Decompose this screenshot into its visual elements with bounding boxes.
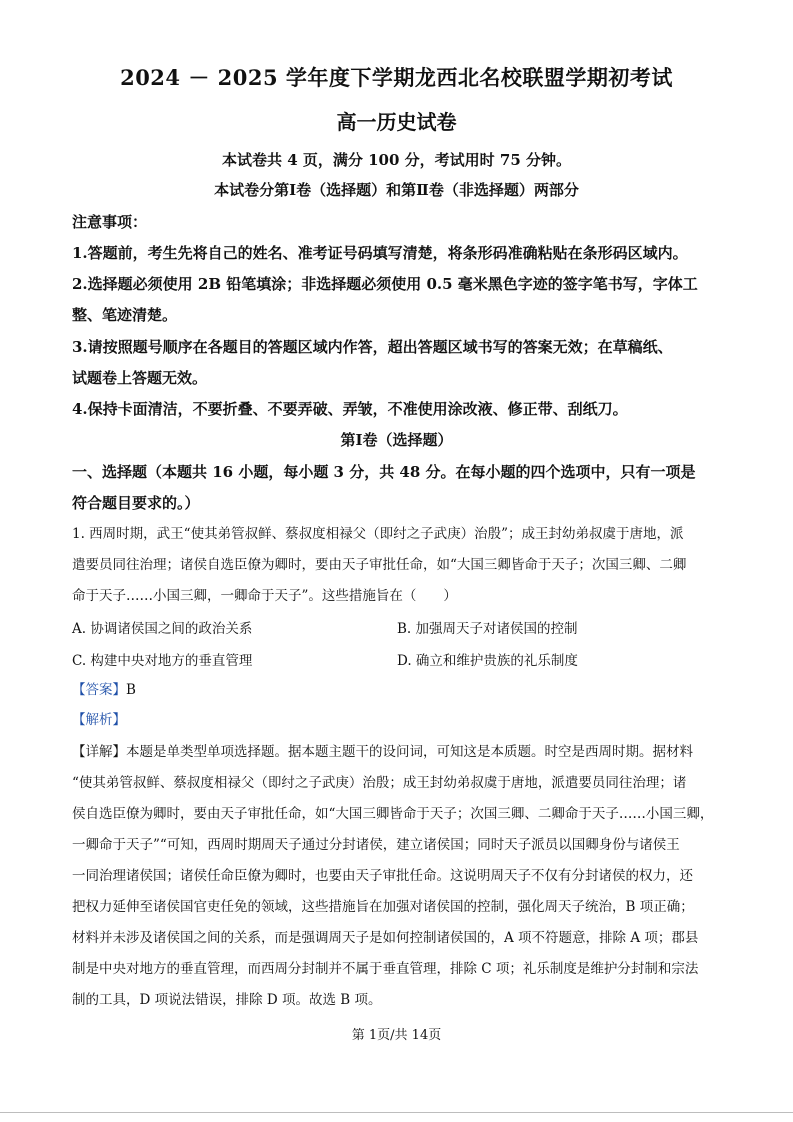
detail-line-6: 把权力延伸至诸侯国官吏任免的领域，这些措施旨在加强对诸侯国的控制，强化周天子统治，B 项正确； (72, 899, 694, 915)
section-heading-a: 一、选择题（本题共 16 小题，每小题 3 分，共 48 分。在每小题的四个选项中，只有一项是 (72, 463, 696, 481)
detail-line-2: “使其弟管叔鲜、蔡叔度相禄父（即纣之子武庚）治殷；成王封幼弟叔虞于唐地，派遣要员同往治理；诸 (72, 775, 687, 791)
info-volumes: 本试卷分第Ⅰ卷（选择题）和第Ⅱ卷（非选择题）两部分 (214, 181, 579, 199)
exam-title: 2024 － 2025 学年度下学期龙西北名校联盟学期初考试 (120, 65, 673, 90)
answer-line (72, 680, 732, 700)
detail-line-5: 一同治理诸侯国；诸侯任命臣僚为卿时，也要由天子审批任命。这说明周天子不仅有分封诸侯的权力，还 (72, 868, 693, 884)
info-pages: 本试卷共 4 页，满分 100 分，考试用时 75 分钟。 (222, 151, 571, 169)
note-3a: 3.请按照题号顺序在各题目的答题区域内作答，超出答题区域书写的答案无效；在草稿纸、 (72, 338, 673, 356)
detail-line-7: 材料并未涉及诸侯国之间的关系，而是强调周天子是如何控制诸侯国的，A 项不符题意，排除 A 项；郡县 (72, 930, 699, 946)
volume-heading: 第Ⅰ卷（选择题） (340, 431, 453, 449)
question-line-2: 遣要员同往治理；诸侯自选臣僚为卿时，要由天子审批任命，如“大国三卿皆命于天子；次国三卿、二卿 (72, 557, 687, 573)
note-2a: 2.选择题必须使用 2B 铅笔填涂；非选择题必须使用 0.5 毫米黑色字迹的签字笔书写，字体工 (72, 275, 698, 293)
section-heading-b: 符合题目要求的。） (72, 494, 200, 512)
exam-subtitle: 高一历史试卷 (336, 110, 457, 134)
notes-heading: 注意事项： (72, 213, 148, 231)
detail-line-8: 制是中央对地方的垂直管理，而西周分封制并不属于垂直管理，排除 C 项；礼乐制度是维护分封制和宗法 (72, 961, 699, 977)
detail-line-1: 【详解】本题是单类型单项选择题。据本题主题干的设问词，可知这是本质题。时空是西周时期。据材料 (72, 744, 693, 760)
question-line-1: 1. 西周时期，武王“使其弟管叔鲜、蔡叔度相禄父（即纣之子武庚）治殷”；成王封幼弟叔虞于唐地，派 (72, 526, 684, 542)
analysis-label: 【解析】 (72, 712, 126, 728)
question-line-3: 命于天子……小国三卿，一卿命于天子”。这些措施旨在（ ） (72, 588, 457, 604)
note-1: 1.答题前，考生先将自己的姓名、准考证号码填写清楚，将条形码准确粘贴在条形码区域内。 (72, 244, 688, 262)
note-2b: 整、笔迹清楚。 (72, 306, 178, 324)
answer-value: B (126, 682, 136, 698)
note-3b: 试题卷上答题无效。 (72, 369, 208, 387)
option-c: C. 构建中央对地方的垂直管理 (72, 653, 253, 669)
note-4: 4.保持卡面清洁，不要折叠、不要弄破、弄皱，不准使用涂改液、修正带、刮纸刀。 (72, 400, 628, 418)
detail-line-3: 侯自选臣僚为卿时，要由天子审批任命，如“大国三卿皆命于天子；次国三卿、二卿命于天子……小国三卿， (72, 806, 714, 822)
detail-line-4: 一卿命于天子”“可知，西周时期周天子通过分封诸侯，建立诸侯国；同时天子派员以国卿身份与诸侯王 (72, 837, 680, 853)
bottom-divider (0, 1112, 793, 1113)
answer-label: 【答案】 (72, 682, 126, 698)
option-a: A. 协调诸侯国之间的政治关系 (72, 621, 253, 637)
option-d: D. 确立和维护贵族的礼乐制度 (397, 653, 578, 669)
detail-line-9: 制的工具，D 项说法错误，排除 D 项。故选 B 项。 (72, 992, 382, 1008)
option-b: B. 加强周天子对诸侯国的控制 (397, 621, 578, 637)
page-number: 第 1页/共 14页 (351, 1028, 442, 1043)
